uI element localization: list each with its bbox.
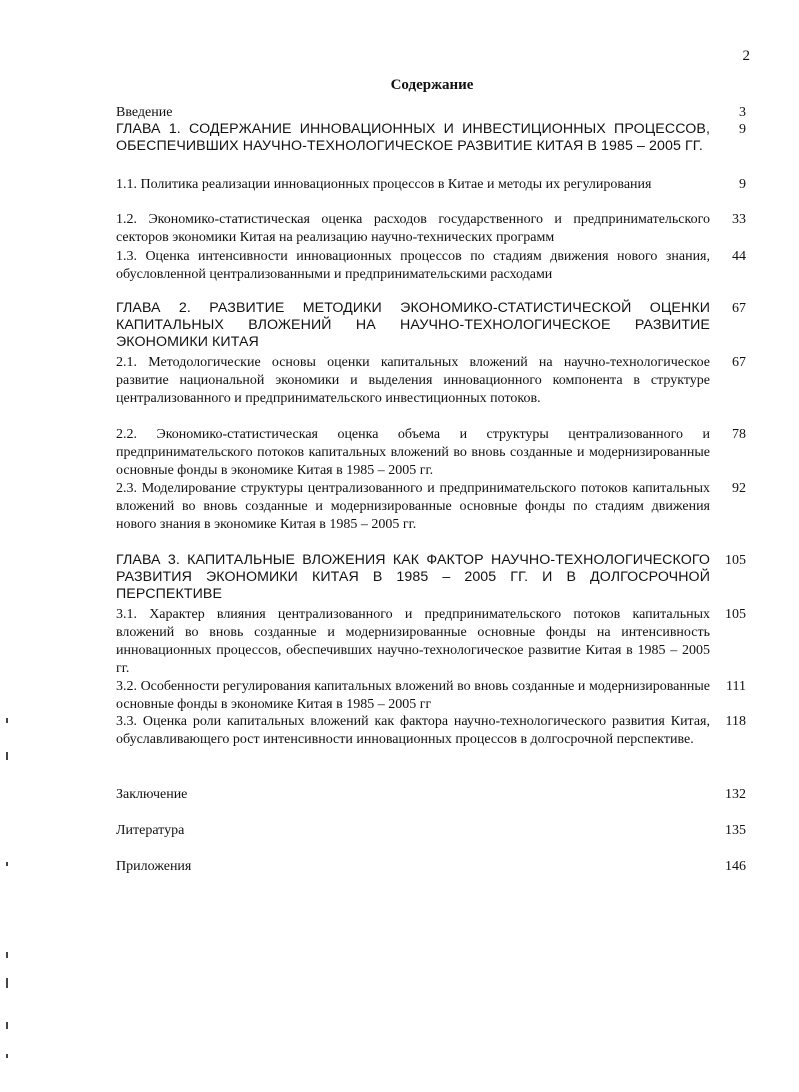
toc-entry-section-1-2 [116, 211, 748, 247]
toc-entry-chapter-1 [116, 121, 748, 173]
toc-entry-page: 78 [732, 427, 746, 442]
scan-speck [6, 862, 8, 866]
toc-entry-section-1-3 [116, 248, 748, 284]
toc-entry-text: Приложения [116, 859, 192, 874]
toc-entry-section-2-3 [116, 480, 748, 534]
toc-entry-text: 3.2. Особенности регулирования капитальных вложений во вновь созданные и модернизированные основные фонды в экономике Китая в 1985 – 2005 гг [116, 679, 710, 712]
toc-entry-page: 3 [739, 105, 746, 120]
toc-entry-page: 33 [732, 212, 746, 227]
toc-entry-text: Заключение [116, 787, 188, 802]
toc-entry-page: 105 [725, 607, 746, 622]
toc-entry-text: 2.2. Экономико-статистическая оценка объема и структуры централизованного и предпринимательского потоков капитальных вложений во вновь созданные и модернизированные основные фонды в экономике Китая в 1985 – 2005 гг. [116, 427, 710, 478]
toc-entry-page: 67 [732, 301, 746, 316]
toc-entry-page: 146 [725, 859, 746, 874]
toc-entry-chapter-3 [116, 552, 748, 604]
toc-entry-literature [116, 822, 748, 840]
toc-entry-text: 2.3. Моделирование структуры централизованного и предпринимательского потоков капитальных вложений во вновь созданные и модернизированные основные фонды по стадиям движения нового знания в экономике Китая в 1985 – 2005 гг. [116, 481, 710, 532]
toc-entry-appendices [116, 858, 748, 876]
toc-entry-section-2-2 [116, 426, 748, 480]
toc-entry-text: Введение [116, 105, 173, 120]
toc-entry-text: ГЛАВА 3. КАПИТАЛЬНЫЕ ВЛОЖЕНИЯ КАК ФАКТОР НАУЧНО-ТЕХНОЛОГИЧЕСКОГО РАЗВИТИЯ ЭКОНОМИКИ КИТАЯ В 1985 – 2005 ГГ. И В ДОЛГОСРОЧНОЙ ПЕРСПЕКТИВЕ [116, 552, 710, 602]
toc-entry-section-2-1 [116, 354, 748, 426]
toc-entry-text: 1.1. Политика реализации инновационных процессов в Китае и методы их регулирования [116, 177, 652, 192]
toc-entry-text: 1.2. Экономико-статистическая оценка расходов государственного и предпринимательского секторов экономики Китая на реализацию научно-технических программ [116, 212, 710, 245]
toc-entry-text: Литература [116, 823, 185, 838]
scan-speck [6, 1054, 8, 1058]
toc-entry-page: 67 [732, 355, 746, 370]
toc-entry-page: 9 [739, 122, 746, 137]
toc-entry-text: 1.3. Оценка интенсивности инновационных процессов по стадиям движения нового знания, обусловленной централизованными и предпринимательскими расходами [116, 249, 710, 282]
scan-speck [6, 1022, 8, 1029]
toc-title: Содержание [390, 77, 474, 93]
toc-entry-page: 92 [732, 481, 746, 496]
toc-entry-text: ГЛАВА 1. СОДЕРЖАНИЕ ИННОВАЦИОННЫХ И ИНВЕСТИЦИОННЫХ ПРОЦЕССОВ, ОБЕСПЕЧИВШИХ НАУЧНО-ТЕХНОЛОГИЧЕСКОЕ РАЗВИТИЕ КИТАЯ В 1985 – 2005 ГГ. [116, 121, 710, 154]
toc-entry-page: 111 [726, 679, 746, 694]
toc-entry-chapter-2 [116, 300, 748, 352]
toc-entry-text: 2.1. Методологические основы оценки капитальных вложений на научно-технологическое развитие национальной экономики и выделения инновационного компонента в структуре централизованного и предпринимательского инвестиционных потоков. [116, 355, 710, 406]
toc-entry-introduction [116, 104, 748, 122]
toc-entry-page: 9 [739, 177, 746, 192]
toc-entry-text: ГЛАВА 2. РАЗВИТИЕ МЕТОДИКИ ЭКОНОМИКО-СТАТИСТИЧЕСКОЙ ОЦЕНКИ КАПИТАЛЬНЫХ ВЛОЖЕНИЙ НА НАУЧНО-ТЕХНОЛОГИЧЕСКОЕ РАЗВИТИЕ ЭКОНОМИКИ КИТАЯ [116, 300, 710, 350]
toc-entry-page: 135 [725, 823, 746, 838]
scan-speck [6, 952, 8, 958]
toc-entry-page: 132 [725, 787, 746, 802]
toc-entry-page: 118 [725, 714, 746, 729]
toc-entry-conclusion [116, 786, 748, 804]
toc-entry-page: 44 [732, 249, 746, 264]
toc-entry-text: 3.3. Оценка роли капитальных вложений как фактора научно-технологического развития Китая, обуславливающего рост интенсивности инновационных процессов в долгосрочной перспективе. [116, 714, 710, 747]
toc-entry-section-3-1 [116, 606, 748, 678]
toc-entry-section-3-2 [116, 678, 748, 714]
scan-speck [6, 718, 8, 723]
toc-entry-section-3-3 [116, 713, 748, 767]
toc-entry-text: 3.1. Характер влияния централизованного и предпринимательского потоков капитальных вложений во вновь созданные и модернизированные основные фонды на интенсивность инновационных процессов, обеспечивших научно-технологическое развитие Китая в 1985 – 2005 гг. [116, 607, 710, 676]
scan-speck [6, 752, 8, 760]
toc-entry-page: 105 [725, 553, 746, 568]
scan-speck [6, 978, 8, 988]
toc-entry-section-1-1 [116, 176, 748, 212]
page-number: 2 [742, 48, 750, 64]
